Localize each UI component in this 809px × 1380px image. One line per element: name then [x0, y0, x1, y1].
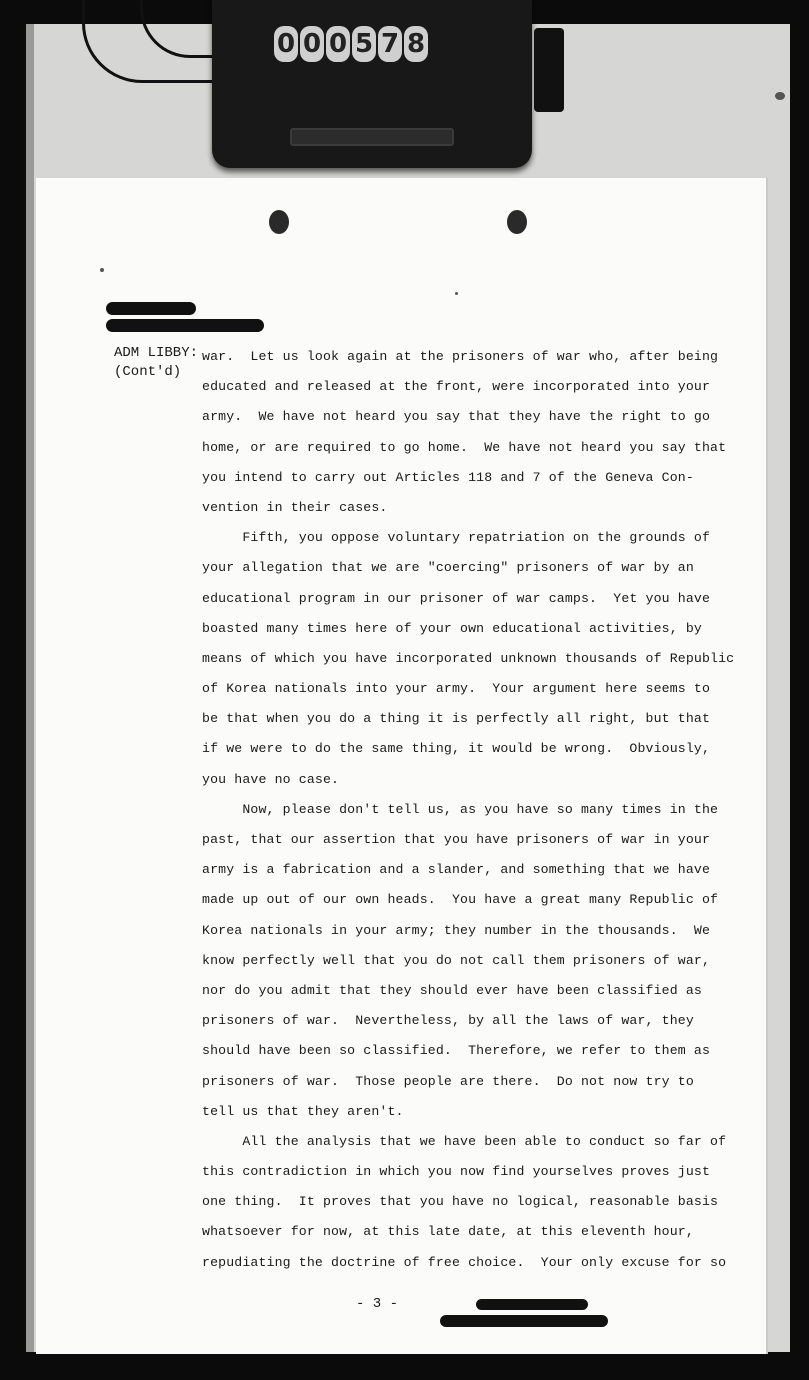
counter-knob [534, 28, 564, 112]
film-speck [455, 292, 458, 295]
counter-digit: 0 [274, 26, 298, 62]
text-line: tell us that they aren't. [202, 1103, 404, 1119]
counter-slot [290, 128, 454, 146]
text-line: army. We have not heard you say that they have the right to go [202, 409, 711, 425]
text-line: Korea nationals in your army; they number in the thousands. We [202, 922, 711, 938]
text-line: of Korea nationals into your army. Your argument here seems to [202, 681, 711, 697]
speaker-continued: (Cont'd) [114, 364, 182, 380]
counter-digits [274, 26, 428, 62]
counter-digit: 8 [404, 26, 428, 62]
text-line: nor do you admit that they should ever have been classified as [202, 982, 702, 998]
text-line: you have no case. [202, 771, 340, 787]
punch-hole [507, 210, 527, 234]
film-speck [100, 268, 104, 272]
punch-hole [269, 210, 289, 234]
redaction-bar [106, 319, 264, 332]
counter-digit: 5 [352, 26, 376, 62]
page-number: - 3 - [356, 1296, 399, 1312]
counter-digit: 0 [300, 26, 324, 62]
text-line: made up out of our own heads. You have a great many Republic of [202, 892, 719, 908]
counter-digit: 7 [378, 26, 402, 62]
text-line: prisoners of war. Nevertheless, by all the laws of war, they [202, 1013, 694, 1029]
text-line: Fifth, you oppose voluntary repatriation on the grounds of [202, 530, 711, 546]
text-line: boasted many times here of your own educational activities, by [202, 620, 702, 636]
text-line: should have been so classified. Therefore, we refer to them as [202, 1043, 711, 1059]
text-line: know perfectly well that you do not call them prisoners of war, [202, 952, 711, 968]
text-line: your allegation that we are "coercing" prisoners of war by an [202, 560, 694, 576]
speaker-name: ADM LIBBY: [114, 345, 199, 361]
redaction-bar [106, 302, 196, 315]
film-speck [775, 92, 785, 100]
text-line: war. Let us look again at the prisoners of war who, after being [202, 349, 719, 364]
text-line: this contradiction in which you now find yourselves proves just [202, 1164, 711, 1180]
text-line: you intend to carry out Articles 118 and 7 of the Geneva Con- [202, 469, 694, 485]
text-line: army is a fabrication and a slander, and something that we have [202, 862, 711, 878]
text-line: All the analysis that we have been able to conduct so far of [202, 1133, 727, 1149]
redaction-bar [476, 1299, 588, 1310]
text-line: if we were to do the same thing, it would be wrong. Obviously, [202, 741, 711, 757]
counter-digit: 0 [326, 26, 350, 62]
text-line: whatsoever for now, at this late date, at this eleventh hour, [202, 1224, 694, 1240]
text-line: educational program in our prisoner of war camps. Yet you have [202, 590, 711, 606]
text-line: Now, please don't tell us, as you have so many times in the [202, 801, 719, 817]
redaction-bar [440, 1315, 608, 1327]
text-line: means of which you have incorporated unknown thousands of Republic [202, 650, 735, 666]
text-line: past, that our assertion that you have prisoners of war in your [202, 832, 711, 847]
text-line: educated and released at the front, were incorporated into your [202, 379, 711, 395]
text-line: vention in their cases. [202, 499, 388, 515]
speaker-label [114, 344, 198, 382]
film-edge [26, 24, 34, 1352]
text-line: one thing. It proves that you have no logical, reasonable basis [202, 1194, 719, 1210]
text-line: home, or are required to go home. We have not heard you say that [202, 439, 727, 455]
text-line: repudiating the doctrine of free choice. Your only excuse for so [202, 1254, 727, 1270]
frame-counter [212, 0, 532, 168]
text-line: prisoners of war. Those people are there. Do not now try to [202, 1073, 694, 1089]
text-line: be that when you do a thing it is perfectly all right, but that [202, 711, 711, 727]
document-body [202, 342, 735, 1278]
